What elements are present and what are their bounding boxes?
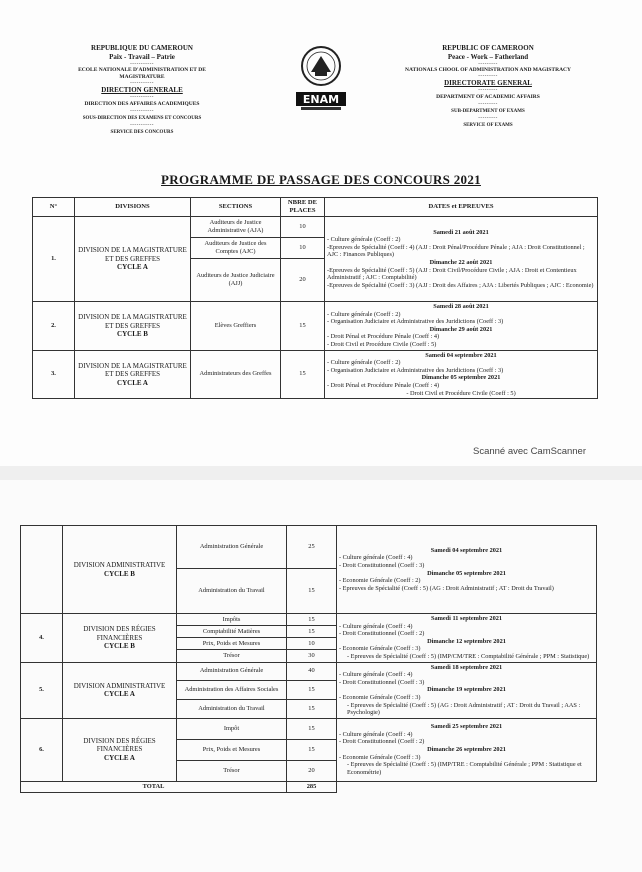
exam-day: Dimanche 26 septembre 2021 xyxy=(427,745,506,753)
division-name: DIVISION ADMINISTRATIVE xyxy=(73,561,166,569)
col-divisions: DIVISIONS xyxy=(75,198,191,217)
exam-day: Samedi 18 septembre 2021 xyxy=(430,663,503,671)
header-en-republic: REPUBLIC OF CAMEROON xyxy=(442,44,534,52)
row-number: 1. xyxy=(33,217,75,302)
col-places: NBRE DE PLACES xyxy=(281,198,325,217)
exam-day: Samedi 28 août 2021 xyxy=(433,303,489,310)
exam-line: -Epreuves de Spécialité (Coeff : 5) (AJJ : Droit Civil/Procédure Civile ; AJA : Droit et Contentieux Administratif ; AJC : Comptabilité) xyxy=(327,266,577,282)
header-en-academic: DEPARTMENT OF ACADEMIC AFFAIRS xyxy=(436,94,540,100)
dates-cell xyxy=(337,614,597,663)
section-cell: Prix, Poids et Mesures xyxy=(177,638,287,650)
exam-day: Samedi 04 septembre 2021 xyxy=(430,546,503,554)
exam-line: -Epreuves de Spécialité (Coeff : 4) (AJJ : Droit Pénal/Procédure Pénale ; AJA : Droit Constitutionnel ; AJC : Finances Publiques) xyxy=(327,243,585,259)
places-cell: 40 xyxy=(287,662,337,681)
total-row xyxy=(21,781,597,792)
dates-cell xyxy=(337,526,597,614)
header-en-sep-5: --------- xyxy=(478,116,498,121)
division-cycle: CYCLE A xyxy=(104,753,135,762)
division-name: DIVISION DES RÉGIES FINANCIÈRES xyxy=(83,736,156,754)
exam-line: - Droit Constitutionnel (Coeff : 3) xyxy=(339,561,425,569)
exam-line: - Epreuves de Spécialité (Coeff : 5) (IMP/TRE : Comptabilité Générale ; PPM : Statistique et Econométrie) xyxy=(347,761,582,776)
exam-line: - Culture générale (Coeff : 4) xyxy=(339,671,413,679)
exam-line: - Organisation Judiciaire et Administrative des Juridictions (Coeff : 3) xyxy=(327,318,504,326)
header-fr-directorate: DIRECTION GENERALE xyxy=(101,86,183,94)
exam-line: - Epreuves de Spécialité (Coeff : 5) (IMP/CM/TRE : Comptabilité Générale ; PPM : Statistique) xyxy=(347,652,590,660)
header-en-subdir: SUB-DEPARTMENT OF EXAMS xyxy=(451,109,525,114)
exam-line: - Droit Constitutionnel (Coeff : 3) xyxy=(339,678,425,686)
row-number: 3. xyxy=(33,350,75,399)
exam-day: Samedi 25 septembre 2021 xyxy=(430,723,503,731)
division-cycle: CYCLE A xyxy=(117,378,148,387)
places-cell: 15 xyxy=(281,302,325,351)
division-cycle: CYCLE B xyxy=(104,569,135,578)
section-cell: Administrateurs des Greffes xyxy=(191,350,281,399)
exam-line: - Economie Générale (Coeff : 2) xyxy=(339,577,421,585)
section-cell: Auditeurs de Justice Judiciaire (AJJ) xyxy=(191,259,281,302)
table-row xyxy=(33,302,598,351)
division-cell xyxy=(63,718,177,781)
exam-line: - Culture générale (Coeff : 2) xyxy=(327,310,401,318)
camscanner-watermark: Scanné avec CamScanner xyxy=(473,446,587,457)
header-english xyxy=(400,44,576,130)
table-row xyxy=(21,614,597,626)
header-fr-republic: REPUBLIQUE DU CAMEROUN xyxy=(91,44,193,52)
division-cell xyxy=(75,302,191,351)
exam-line: - Droit Pénal et Procédure Pénale (Coeff : 4) xyxy=(327,381,440,389)
places-cell: 25 xyxy=(287,526,337,569)
places-cell: 15 xyxy=(287,614,337,626)
exam-day: Dimanche 19 septembre 2021 xyxy=(427,686,506,694)
division-cycle: CYCLE A xyxy=(104,690,135,699)
header-fr-school: ECOLE NATIONALE D'ADMINISTRATION ET DE MAGISTRATURE xyxy=(78,67,206,80)
table-header-row xyxy=(33,198,598,217)
dates-cell xyxy=(325,217,598,302)
division-cell xyxy=(75,350,191,399)
section-cell: Auditeurs de Justice Administrative (AJA) xyxy=(191,217,281,238)
division-name: DIVISION DE LA MAGISTRATURE ET DES GREFFES xyxy=(78,313,187,330)
places-cell: 15 xyxy=(287,700,337,719)
exam-line: - Droit Civil et Procédure Civile (Coeff : 5) xyxy=(327,340,437,348)
exam-day: Dimanche 12 septembre 2021 xyxy=(427,637,506,645)
schedule-table-1 xyxy=(32,197,598,399)
places-cell: 15 xyxy=(287,681,337,700)
division-cell xyxy=(75,217,191,302)
division-cell xyxy=(63,614,177,663)
header-en-sep-2: --------- xyxy=(478,74,498,79)
section-cell: Auditeurs de Justice des Comptes (AJC) xyxy=(191,238,281,259)
header-fr-service: SERVICE DES CONCOURS xyxy=(110,130,174,135)
row-number: 2. xyxy=(33,302,75,351)
enam-logo xyxy=(293,42,349,114)
places-cell: 15 xyxy=(287,739,337,760)
exam-line: - Droit Constitutionnel (Coeff : 2) xyxy=(339,738,425,746)
section-cell: Elèves Greffiers xyxy=(191,302,281,351)
row-number xyxy=(21,526,63,614)
section-cell: Administration du Travail xyxy=(177,700,287,719)
table-row xyxy=(21,662,597,681)
row-number: 4. xyxy=(21,614,63,663)
section-cell: Trésor xyxy=(177,760,287,781)
table-row xyxy=(21,526,597,569)
division-name: DIVISION ADMINISTRATIVE xyxy=(73,681,166,690)
exam-line: - Epreuves de Spécialité (Coeff : 5) (AG : Droit Administratif ; AT : Droit du Travail ; AAS : Psychologie) xyxy=(347,701,581,717)
header-fr-sep-5: ----------- xyxy=(130,123,154,128)
exam-day: Samedi 21 août 2021 xyxy=(433,228,489,236)
section-cell: Trésor xyxy=(177,650,287,662)
exam-line: - Culture générale (Coeff : 4) xyxy=(339,554,413,562)
col-sections: SECTIONS xyxy=(191,198,281,217)
header-fr-sep-2: ----------- xyxy=(130,81,154,86)
header-fr-sep-4: ----------- xyxy=(130,109,154,114)
row-number: 5. xyxy=(21,662,63,718)
exam-day: Dimanche 22 août 2021 xyxy=(429,259,493,266)
page-gap xyxy=(0,466,642,480)
exam-line: - Droit Constitutionnel (Coeff : 2) xyxy=(339,630,425,638)
table-row xyxy=(33,350,598,399)
dates-cell xyxy=(337,662,597,718)
exam-line: - Organisation Judiciaire et Administrative des Juridictions (Coeff : 3) xyxy=(327,366,504,374)
total-label: TOTAL xyxy=(21,781,287,792)
col-no: N° xyxy=(33,198,75,217)
division-cycle: CYCLE A xyxy=(117,263,148,272)
header-en-sep-3: --------- xyxy=(478,88,498,93)
division-name: DIVISION DES RÉGIES FINANCIÈRES xyxy=(83,625,156,642)
exam-line: - Droit Pénal et Procédure Pénale (Coeff : 4) xyxy=(327,333,440,341)
exam-line: - Culture générale (Coeff : 4) xyxy=(339,730,413,738)
exam-line: - Culture générale (Coeff : 2) xyxy=(327,236,401,244)
header-en-sep-4: --------- xyxy=(478,102,498,107)
header-fr-motto: Paix - Travail – Patrie xyxy=(109,53,175,61)
section-cell: Administration Générale xyxy=(177,526,287,569)
dates-cell xyxy=(325,302,598,351)
header-fr-sep-3: ----------- xyxy=(130,95,154,100)
header-fr-subdir: SOUS-DIRECTION DES EXAMENS ET CONCOURS xyxy=(82,116,202,121)
logo-text: ENAM xyxy=(302,93,340,106)
division-cycle: CYCLE B xyxy=(117,330,148,339)
division-name: DIVISION DE LA MAGISTRATURE ET DES GREFFES xyxy=(78,361,187,379)
exam-line: - Culture générale (Coeff : 4) xyxy=(339,622,413,630)
total-value: 285 xyxy=(287,781,337,792)
dates-cell xyxy=(337,718,597,781)
section-cell: Prix, Poids et Mesures xyxy=(177,739,287,760)
exam-day: Dimanche 05 septembre 2021 xyxy=(421,374,501,382)
exam-day: Samedi 11 septembre 2021 xyxy=(430,615,503,622)
table-row xyxy=(21,718,597,739)
places-cell: 10 xyxy=(281,217,325,238)
places-cell: 15 xyxy=(287,718,337,739)
exam-day: Samedi 04 septembre 2021 xyxy=(425,351,497,359)
exam-day: Dimanche 29 août 2021 xyxy=(429,325,493,333)
section-cell: Administration du Travail xyxy=(177,569,287,614)
exam-line: - Culture générale (Coeff : 2) xyxy=(327,359,401,367)
document-title: PROGRAMME DE PASSAGE DES CONCOURS 2021 xyxy=(161,172,481,187)
exam-line: -Epreuves de Spécialité (Coeff : 3) (AJJ : Droit des Affaires ; AJA : Libertés Publiques ; AJC : Economie) xyxy=(327,281,594,289)
places-cell: 15 xyxy=(287,569,337,614)
places-cell: 20 xyxy=(281,259,325,302)
header-en-sep: --------- xyxy=(478,62,498,67)
exam-line: - Economie Générale (Coeff : 3) xyxy=(339,753,421,761)
exam-line: - Epreuves de Spécialité (Coeff : 5) (AG : Droit Administratif ; AT : Droit du Travail) xyxy=(339,584,554,592)
places-cell: 15 xyxy=(287,626,337,638)
row-number: 6. xyxy=(21,718,63,781)
schedule-table-2 xyxy=(20,525,597,793)
dates-cell xyxy=(325,350,598,399)
section-cell: Impôt xyxy=(177,718,287,739)
places-cell: 10 xyxy=(281,238,325,259)
places-cell: 10 xyxy=(287,638,337,650)
places-cell: 30 xyxy=(287,650,337,662)
places-cell: 15 xyxy=(281,350,325,399)
division-cycle: CYCLE B xyxy=(104,642,135,651)
total-empty xyxy=(337,781,597,792)
header-fr-academic: DIRECTION DES AFFAIRES ACADEMIQUES xyxy=(84,101,200,107)
header-en-directorate: DIRECTORATE GENERAL xyxy=(444,79,532,87)
section-cell: Administration Générale xyxy=(177,662,287,681)
header-en-school: NATIONALS CHOOL OF ADMINISTRATION AND MAGISTRACY xyxy=(405,67,571,73)
division-name: DIVISION DE LA MAGISTRATURE ET DES GREFFES xyxy=(78,246,187,263)
section-cell: Administration des Affaires Sociales xyxy=(177,681,287,700)
division-cell xyxy=(63,526,177,614)
exam-line: - Droit Civil et Procédure Civile (Coeff : 5) xyxy=(406,389,516,397)
header-french xyxy=(62,44,222,137)
header-en-service: SERVICE OF EXAMS xyxy=(463,123,513,128)
table-row xyxy=(33,217,598,238)
places-cell: 20 xyxy=(287,760,337,781)
division-cell xyxy=(63,662,177,718)
col-dates: DATES et EPREUVES xyxy=(325,198,598,217)
header-fr-sep: ----------- xyxy=(130,62,154,67)
header-en-motto: Peace - Work – Fatherland xyxy=(447,53,529,61)
section-cell: Impôts xyxy=(177,614,287,626)
exam-day: Dimanche 05 septembre 2021 xyxy=(427,569,506,577)
exam-line: - Economie Générale (Coeff : 3) xyxy=(339,645,421,653)
section-cell: Comptabilité Matières xyxy=(177,626,287,638)
exam-line: - Economie Générale (Coeff : 3) xyxy=(339,693,421,701)
